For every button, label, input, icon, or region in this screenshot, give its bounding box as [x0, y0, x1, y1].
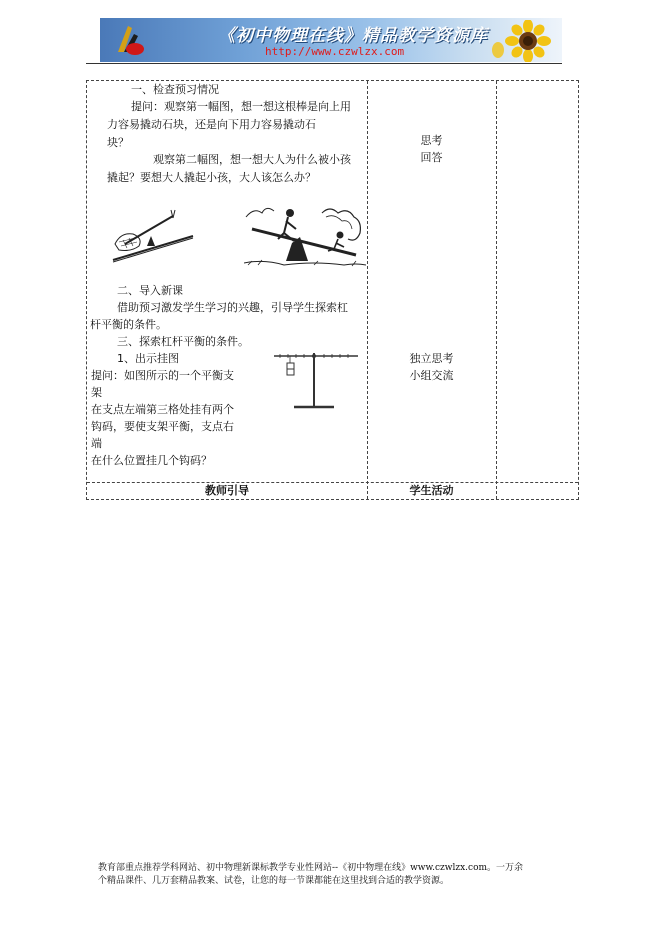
section-3-heading: 三、探索杠杆平衡的条件。	[117, 335, 249, 348]
seesaw-figure	[244, 203, 366, 269]
student-activity-text: 小组交流	[409, 369, 454, 382]
banner-url[interactable]: http://www.czwlzx.com	[265, 45, 405, 58]
teacher-text: 端	[91, 437, 102, 450]
site-logo-icon	[108, 22, 146, 58]
teacher-text: 观察第二幅图，想一想大人为什么被小孩	[153, 153, 351, 166]
teacher-text: 提问：观察第一幅图，想一想这根棒是向上用	[131, 100, 351, 113]
teacher-text: 借助预习激发学生学习的兴趣，引导学生探索杠	[117, 301, 348, 314]
teacher-text: 在支点左端第三格处挂有两个	[91, 403, 234, 416]
footer-line: 教育部重点推荐学科网站、初中物理新课标教学专业性网站--《初中物理在线》www.czwlzx.com。一万余	[98, 863, 524, 873]
teacher-text: 杆平衡的条件。	[90, 318, 167, 331]
teacher-text: 1、出示挂图	[117, 352, 179, 365]
banner-title: 《初中物理在线》精品教学资源库	[218, 26, 488, 46]
site-banner	[100, 18, 562, 62]
section-1-heading: 一、检查预习情况	[131, 83, 219, 96]
student-activity-text: 回答	[420, 151, 443, 164]
teacher-text: 提问：如图所示的一个平衡支	[91, 369, 234, 382]
column-divider	[496, 81, 497, 499]
student-activity-text: 思考	[420, 134, 443, 147]
teacher-text: 力容易撬动石块，还是向下用力容易撬动石	[107, 118, 316, 131]
student-activity-text: 独立思考	[409, 352, 454, 365]
lesson-table	[86, 80, 579, 500]
teacher-text: 钩码，要使支架平衡，支点右	[91, 420, 234, 433]
teacher-text: 架	[91, 386, 102, 399]
header-rule	[86, 63, 562, 64]
teacher-guidance-label: 教师引导	[205, 484, 249, 497]
teacher-text: 块？	[107, 136, 129, 149]
teacher-text: 在什么位置挂几个钩码？	[91, 454, 212, 467]
section-2-heading: 二、导入新课	[117, 284, 183, 297]
sunflower-icon	[490, 20, 560, 62]
teacher-text: 撬起？要想大人撬起小孩，大人该怎么办？	[107, 171, 316, 184]
student-activity-label: 学生活动	[409, 484, 454, 497]
footer-line: 个精品课件、几万套精品教案、试卷，让您的每一节课都能在这里找到合适的教学资源。	[98, 876, 450, 886]
balance-stand-figure	[272, 349, 360, 413]
lever-stone-figure	[111, 206, 195, 264]
